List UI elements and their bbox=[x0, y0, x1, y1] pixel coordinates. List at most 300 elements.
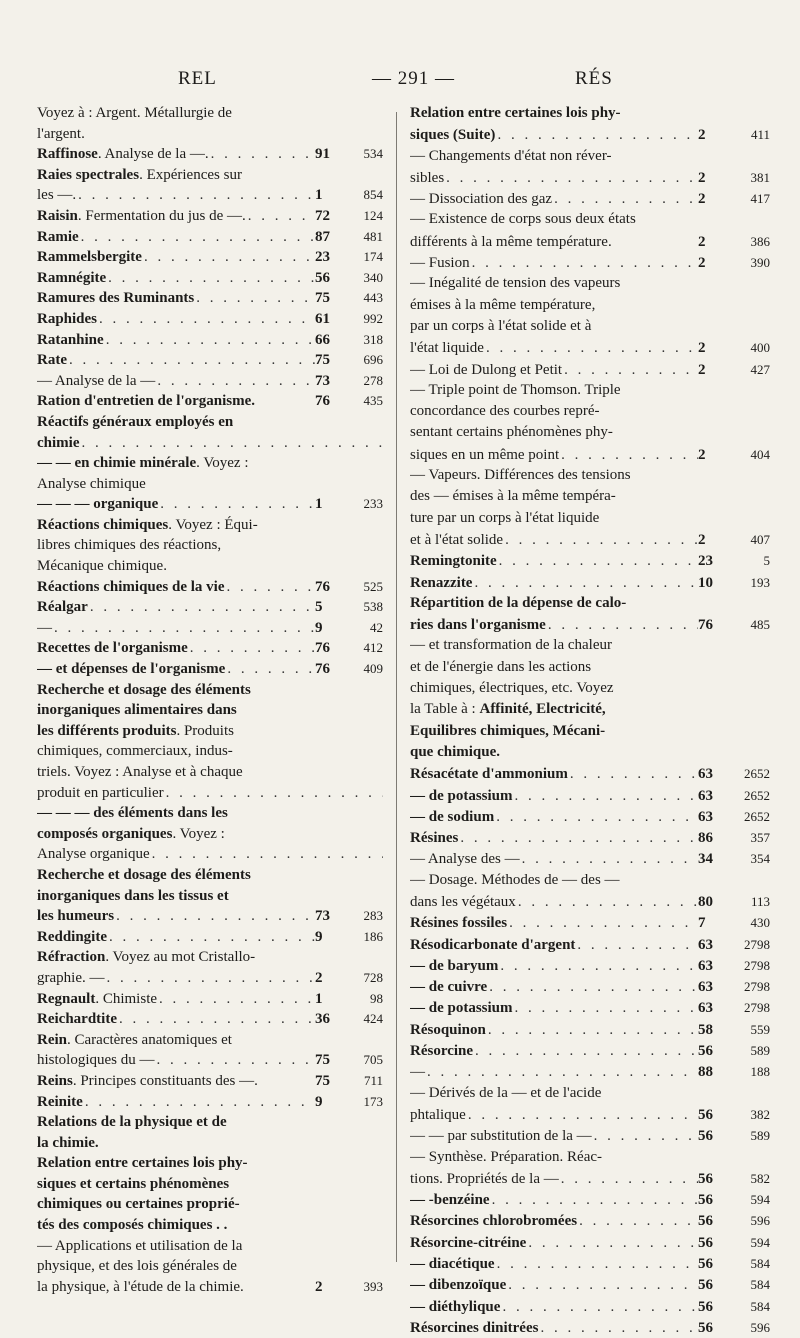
volume-number: 5 bbox=[315, 599, 323, 616]
entry-text: les humeurs bbox=[37, 908, 115, 925]
index-entry bbox=[37, 865, 383, 886]
entry-text: et de l'énergie dans les actions bbox=[410, 658, 592, 675]
page-reference: 481 bbox=[363, 228, 383, 244]
volume-number: 9 bbox=[315, 1093, 323, 1110]
entry-text: inorganiques alimentaires dans bbox=[37, 702, 237, 719]
entry-text: Raies spectrales. Expériences sur bbox=[37, 166, 242, 183]
leader-dots bbox=[157, 989, 315, 1010]
index-entry bbox=[37, 535, 383, 556]
page-reference: 357 bbox=[750, 830, 770, 846]
page-reference: 534 bbox=[363, 146, 383, 162]
index-entry bbox=[37, 309, 383, 330]
leader-dots bbox=[506, 1275, 698, 1295]
index-entry bbox=[37, 618, 383, 639]
volume-number: 61 bbox=[315, 310, 330, 327]
leader-dots bbox=[538, 1318, 698, 1338]
leader-dots bbox=[142, 247, 315, 268]
entry-text: — Existence de corps sous deux états bbox=[410, 211, 636, 228]
volume-number: 56 bbox=[698, 1277, 713, 1294]
entry-text: siques et certains phénomènes bbox=[37, 1175, 230, 1192]
entry-text: Répartition de la dépense de calo- bbox=[410, 594, 627, 611]
page-reference: 2798 bbox=[744, 936, 770, 952]
leader-dots bbox=[568, 764, 698, 784]
entry-text: — Fusion bbox=[410, 255, 470, 272]
leader-dots bbox=[106, 268, 315, 289]
entry-text: — Applications et utilisation de la bbox=[37, 1237, 243, 1254]
leader-dots bbox=[79, 227, 315, 248]
page-reference: 381 bbox=[750, 169, 770, 185]
index-entry bbox=[37, 1215, 383, 1236]
entry-text: Résacétate d'ammonium bbox=[410, 766, 568, 783]
entry-text: Résodicarbonate d'argent bbox=[410, 936, 576, 953]
volume-number: 56 bbox=[698, 1128, 713, 1145]
index-entry bbox=[410, 1189, 770, 1210]
index-entry bbox=[410, 209, 770, 230]
entry-text: Rein. Caractères anatomiques et bbox=[37, 1031, 232, 1048]
leader-dots bbox=[80, 433, 384, 454]
page-reference: 400 bbox=[750, 340, 770, 356]
volume-number: 36 bbox=[315, 1011, 330, 1028]
entry-text: Equilibres chimiques, Mécani- bbox=[410, 722, 606, 739]
entry-text: — Analyse des — bbox=[410, 851, 520, 868]
page-reference: 124 bbox=[363, 207, 383, 223]
index-entry bbox=[37, 680, 383, 701]
index-entry bbox=[37, 638, 383, 659]
entry-text: la chimie. bbox=[37, 1134, 99, 1151]
index-entry bbox=[410, 295, 770, 316]
index-entry bbox=[410, 997, 770, 1018]
page-reference: 427 bbox=[750, 361, 770, 377]
index-entry bbox=[410, 699, 770, 720]
index-entry bbox=[37, 886, 383, 907]
leader-dots bbox=[88, 597, 315, 618]
entry-text: triels. Voyez : Analyse et à chaque bbox=[37, 764, 243, 780]
index-entry bbox=[410, 827, 770, 848]
volume-number: 2 bbox=[698, 191, 706, 208]
leader-dots bbox=[114, 906, 315, 927]
index-entry bbox=[37, 268, 383, 289]
index-entry bbox=[410, 934, 770, 955]
index-entry bbox=[37, 762, 383, 783]
entry-text: Analyse chimique bbox=[37, 475, 146, 492]
page-reference: 424 bbox=[363, 1011, 383, 1027]
index-entry bbox=[410, 231, 770, 252]
index-entry bbox=[37, 433, 383, 454]
volume-number: 58 bbox=[698, 1021, 713, 1038]
volume-number: 88 bbox=[698, 1064, 713, 1081]
index-entry bbox=[37, 371, 383, 392]
leader-dots bbox=[487, 977, 698, 997]
entry-text: Mécanique chimique. bbox=[37, 558, 167, 575]
leader-dots bbox=[97, 309, 315, 330]
leader-dots bbox=[494, 807, 698, 827]
index-entry bbox=[37, 1153, 383, 1174]
leader-dots bbox=[209, 144, 315, 165]
index-entry bbox=[37, 906, 383, 927]
index-entry bbox=[37, 989, 383, 1010]
entry-text: — -benzéine bbox=[410, 1192, 490, 1209]
entry-text: Reinite bbox=[37, 1093, 83, 1110]
entry-text: Ratanhine bbox=[37, 331, 104, 348]
entry-text: Résorcines chlorobromées bbox=[410, 1213, 578, 1230]
entry-text: histologiques du — bbox=[37, 1052, 155, 1069]
page-reference: 435 bbox=[363, 393, 383, 409]
volume-number: 23 bbox=[698, 553, 713, 570]
volume-number: 2 bbox=[698, 169, 706, 186]
index-entry bbox=[410, 848, 770, 869]
volume-number: 2 bbox=[315, 1278, 323, 1295]
page-reference: 992 bbox=[363, 310, 383, 326]
page-reference: 728 bbox=[363, 969, 383, 985]
page-reference: 538 bbox=[363, 599, 383, 615]
volume-number: 56 bbox=[698, 1170, 713, 1187]
page-reference: 174 bbox=[363, 249, 383, 265]
volume-number: 86 bbox=[698, 830, 713, 847]
page-reference: 430 bbox=[750, 915, 770, 931]
index-entry bbox=[37, 247, 383, 268]
entry-text: Relation entre certaines lois phy- bbox=[410, 105, 621, 121]
page-reference: 2798 bbox=[744, 957, 770, 973]
right-column bbox=[410, 103, 770, 1338]
leader-dots bbox=[470, 253, 698, 273]
index-entry bbox=[37, 721, 383, 742]
entry-text: graphie. — bbox=[37, 969, 105, 986]
page-reference: 411 bbox=[750, 127, 770, 143]
leader-dots bbox=[516, 892, 698, 912]
index-entry bbox=[37, 844, 383, 865]
index-entry bbox=[37, 947, 383, 968]
index-entry bbox=[37, 350, 383, 371]
index-entry bbox=[410, 785, 770, 806]
volume-number: 76 bbox=[315, 578, 330, 595]
page-reference: 594 bbox=[750, 1192, 770, 1208]
index-entry bbox=[410, 742, 770, 763]
volume-number: 91 bbox=[315, 146, 330, 163]
entry-text: ture par un corps à l'état liquide bbox=[410, 509, 600, 526]
index-entry bbox=[37, 103, 383, 124]
index-entry bbox=[37, 515, 383, 536]
index-entry bbox=[410, 635, 770, 656]
page-reference: 193 bbox=[750, 574, 770, 590]
volume-number: 56 bbox=[698, 1106, 713, 1123]
leader-dots bbox=[104, 968, 315, 989]
left-column bbox=[37, 103, 383, 1297]
entry-text: — Loi de Dulong et Petit bbox=[410, 361, 563, 378]
volume-number: 63 bbox=[698, 957, 713, 974]
entry-text: — diacétique bbox=[410, 1256, 495, 1273]
leader-dots bbox=[513, 998, 698, 1018]
page-reference: 98 bbox=[370, 990, 383, 1006]
leader-dots bbox=[155, 371, 315, 392]
entry-text: — — par substitution de la — bbox=[410, 1128, 592, 1145]
leader-dots bbox=[104, 330, 315, 351]
index-entry bbox=[37, 824, 383, 845]
volume-number: 2 bbox=[698, 361, 706, 378]
index-entry bbox=[410, 721, 770, 742]
leader-dots bbox=[513, 786, 698, 806]
index-entry bbox=[410, 1061, 770, 1082]
entry-text: ries dans l'organisme bbox=[410, 617, 546, 634]
entry-text: siques en un même point bbox=[410, 446, 560, 463]
volume-number: 80 bbox=[698, 893, 713, 910]
page-reference: 705 bbox=[363, 1052, 383, 1068]
index-entry bbox=[37, 1174, 383, 1195]
leader-dots bbox=[562, 360, 698, 380]
leader-dots bbox=[473, 1041, 698, 1061]
page-reference: 2798 bbox=[744, 979, 770, 995]
entry-text: Raphides bbox=[37, 310, 98, 327]
index-entry bbox=[37, 927, 383, 948]
leader-dots bbox=[83, 1092, 315, 1113]
entry-text: produit en particulier bbox=[37, 784, 164, 801]
index-entry bbox=[37, 227, 383, 248]
index-entry bbox=[410, 273, 770, 294]
index-entry bbox=[410, 508, 770, 529]
entry-text: chimie bbox=[37, 434, 80, 451]
index-entry bbox=[410, 1104, 770, 1125]
index-entry bbox=[410, 1147, 770, 1168]
entry-text: les —. bbox=[37, 187, 77, 204]
entry-text: — diéthylique bbox=[410, 1298, 501, 1315]
page-reference: 2798 bbox=[744, 1000, 770, 1016]
page-reference: 525 bbox=[363, 578, 383, 594]
entry-text: chimiques, électriques, etc. Voyez bbox=[410, 680, 614, 697]
volume-number: 87 bbox=[315, 228, 330, 245]
index-entry bbox=[410, 1168, 770, 1189]
entry-text: tions. Propriétés de la — bbox=[410, 1170, 559, 1187]
index-entry bbox=[37, 1194, 383, 1215]
entry-text: physique, et des lois générales de bbox=[37, 1258, 237, 1275]
entry-text: Recherche et dosage des éléments bbox=[37, 866, 251, 883]
entry-text: par un corps à l'état solide et à bbox=[410, 317, 592, 334]
page-reference: 589 bbox=[750, 1128, 770, 1144]
index-entry bbox=[37, 1050, 383, 1071]
entry-text: — — — organique bbox=[37, 496, 159, 513]
volume-number: 2 bbox=[698, 127, 706, 144]
index-entry bbox=[37, 577, 383, 598]
index-entry bbox=[410, 657, 770, 678]
volume-number: 63 bbox=[698, 766, 713, 783]
entry-text: chimiques, commerciaux, indus- bbox=[37, 743, 233, 760]
index-entry bbox=[37, 659, 383, 680]
volume-number: 76 bbox=[315, 640, 330, 657]
entry-text: des — émises à la même tempéra- bbox=[410, 488, 616, 505]
volume-number: 66 bbox=[315, 331, 330, 348]
leader-dots bbox=[500, 1297, 698, 1317]
entry-text: tés des composés chimiques . . bbox=[37, 1217, 228, 1234]
leader-dots bbox=[498, 956, 698, 976]
index-entry bbox=[37, 330, 383, 351]
page-reference: 113 bbox=[750, 893, 770, 909]
index-entry bbox=[37, 391, 383, 412]
index-entry bbox=[37, 1236, 383, 1257]
index-entry bbox=[37, 803, 383, 824]
leader-dots bbox=[194, 288, 315, 309]
entry-text: Rate bbox=[37, 352, 67, 369]
index-entry bbox=[37, 968, 383, 989]
index-entry bbox=[410, 1040, 770, 1061]
entry-text: Raisin. Fermentation du jus de —. bbox=[37, 207, 246, 224]
running-head-left: REL bbox=[178, 68, 217, 89]
page-reference: 2652 bbox=[744, 808, 770, 824]
page-reference: 582 bbox=[750, 1170, 770, 1186]
entry-text: — Synthèse. Préparation. Réac- bbox=[410, 1148, 603, 1165]
entry-text: — de potassium bbox=[410, 1000, 513, 1017]
leader-dots bbox=[107, 927, 315, 948]
page-reference: 318 bbox=[363, 331, 383, 347]
leader-dots bbox=[117, 1009, 315, 1030]
index-entry bbox=[410, 337, 770, 358]
page-reference: 409 bbox=[363, 661, 383, 677]
volume-number: 2 bbox=[698, 446, 706, 463]
index-entry bbox=[410, 1083, 770, 1104]
index-entry bbox=[410, 401, 770, 422]
index-entry bbox=[37, 700, 383, 721]
entry-text: Résines bbox=[410, 830, 459, 847]
page-reference: 696 bbox=[363, 352, 383, 368]
page-reference: 589 bbox=[750, 1043, 770, 1059]
index-entry bbox=[410, 103, 770, 124]
leader-dots bbox=[577, 1211, 698, 1231]
entry-text: l'état liquide bbox=[410, 340, 484, 357]
column-divider bbox=[396, 112, 397, 1262]
index-entry bbox=[410, 167, 770, 188]
volume-number: 9 bbox=[315, 928, 323, 945]
index-entry bbox=[410, 1019, 770, 1040]
volume-number: 63 bbox=[698, 808, 713, 825]
index-entry bbox=[410, 316, 770, 337]
index-entry bbox=[37, 453, 383, 474]
leader-dots bbox=[559, 445, 698, 465]
page-reference: 2652 bbox=[744, 766, 770, 782]
index-entry bbox=[410, 806, 770, 827]
entry-text: — Inégalité de tension des vapeurs bbox=[410, 275, 621, 292]
entry-text: — et transformation de la chaleur bbox=[410, 637, 613, 654]
volume-number: 76 bbox=[315, 393, 330, 410]
page-reference: 404 bbox=[750, 446, 770, 462]
index-entry bbox=[37, 1009, 383, 1030]
index-entry bbox=[410, 380, 770, 401]
page-reference: 390 bbox=[750, 255, 770, 271]
entry-text: — — — des éléments dans les bbox=[37, 805, 228, 822]
index-entry bbox=[410, 891, 770, 912]
volume-number: 75 bbox=[315, 1072, 330, 1089]
entry-text: Voyez à : Argent. Métallurgie de bbox=[37, 105, 232, 121]
index-entry bbox=[410, 593, 770, 614]
entry-text: Ramie bbox=[37, 228, 79, 245]
entry-text: Réalgar bbox=[37, 599, 88, 616]
volume-number: 75 bbox=[315, 290, 330, 307]
volume-number: 73 bbox=[315, 908, 330, 925]
volume-number: 76 bbox=[315, 661, 330, 678]
volume-number: 34 bbox=[698, 851, 713, 868]
page-reference: 485 bbox=[750, 617, 770, 633]
entry-text: Raffinose. Analyse de la —. bbox=[37, 146, 209, 163]
leader-dots bbox=[164, 783, 383, 804]
entry-text: Regnault. Chimiste bbox=[37, 990, 158, 1007]
leader-dots bbox=[507, 913, 698, 933]
page-reference: 386 bbox=[750, 233, 770, 249]
index-entry bbox=[410, 870, 770, 891]
page-reference: 584 bbox=[750, 1298, 770, 1314]
index-entry bbox=[410, 465, 770, 486]
page-reference: 594 bbox=[750, 1234, 770, 1250]
index-entry bbox=[410, 422, 770, 443]
index-entry bbox=[410, 529, 770, 550]
entry-text: — de baryum bbox=[410, 957, 499, 974]
page-reference: 5 bbox=[763, 553, 770, 569]
page-reference: 417 bbox=[750, 191, 770, 207]
leader-dots bbox=[495, 1254, 698, 1274]
volume-number: 76 bbox=[698, 617, 713, 634]
page-reference: 393 bbox=[363, 1278, 383, 1294]
volume-number: 63 bbox=[698, 979, 713, 996]
index-entry bbox=[37, 1256, 383, 1277]
volume-number: 75 bbox=[315, 352, 330, 369]
entry-text: Reichardtite bbox=[37, 1011, 117, 1028]
index-entry bbox=[37, 412, 383, 433]
entry-text: et à l'état solide bbox=[410, 531, 504, 548]
page-reference: 233 bbox=[363, 496, 383, 512]
entry-text: Analyse organique bbox=[37, 846, 150, 863]
leader-dots bbox=[155, 1050, 315, 1071]
entry-text: — Analyse de la — bbox=[37, 372, 156, 389]
volume-number: 63 bbox=[698, 936, 713, 953]
entry-text: l'argent. bbox=[37, 125, 85, 142]
leader-dots bbox=[520, 849, 698, 869]
index-entry bbox=[37, 1092, 383, 1113]
volume-number: 2 bbox=[698, 531, 706, 548]
volume-number: 10 bbox=[698, 574, 713, 591]
leader-dots bbox=[495, 125, 698, 145]
page-reference: 173 bbox=[363, 1093, 383, 1109]
index-entry bbox=[37, 1277, 383, 1298]
volume-number: 1 bbox=[315, 990, 323, 1007]
volume-number: 56 bbox=[698, 1256, 713, 1273]
index-entry bbox=[37, 206, 383, 227]
entry-text: — — en chimie minérale. Voyez : bbox=[37, 455, 249, 472]
leader-dots bbox=[225, 659, 315, 680]
volume-number: 56 bbox=[698, 1319, 713, 1336]
running-head-right: RÉS bbox=[575, 68, 613, 89]
index-entry bbox=[410, 1253, 770, 1274]
index-entry bbox=[410, 188, 770, 209]
volume-number: 56 bbox=[698, 1213, 713, 1230]
entry-text: émises à la même température, bbox=[410, 296, 596, 313]
index-entry bbox=[410, 486, 770, 507]
index-entry bbox=[37, 556, 383, 577]
entry-text: sentant certains phénomènes phy- bbox=[410, 424, 613, 441]
entry-text: Recettes de l'organisme bbox=[37, 640, 188, 657]
index-entry bbox=[410, 1274, 770, 1295]
entry-text: la physique, à l'étude de la chimie. bbox=[37, 1278, 244, 1295]
entry-text: Réactions chimiques. Voyez : Équi- bbox=[37, 516, 258, 533]
volume-number: 7 bbox=[698, 915, 706, 932]
entry-text: phtalique bbox=[410, 1106, 466, 1123]
index-entry bbox=[37, 783, 383, 804]
entry-text: dans les végétaux bbox=[410, 893, 516, 910]
entry-text: Relation entre certaines lois phy- bbox=[37, 1155, 248, 1172]
volume-number: 63 bbox=[698, 1000, 713, 1017]
entry-text: — Dosage. Méthodes de — des — bbox=[410, 871, 620, 888]
index-entry bbox=[37, 741, 383, 762]
entry-text: Recherche et dosage des éléments bbox=[37, 681, 251, 698]
volume-number: 56 bbox=[315, 269, 330, 286]
entry-text: Reddingite bbox=[37, 928, 108, 945]
index-entry bbox=[410, 1296, 770, 1317]
leader-dots bbox=[486, 1020, 698, 1040]
page-reference: 278 bbox=[363, 372, 383, 388]
